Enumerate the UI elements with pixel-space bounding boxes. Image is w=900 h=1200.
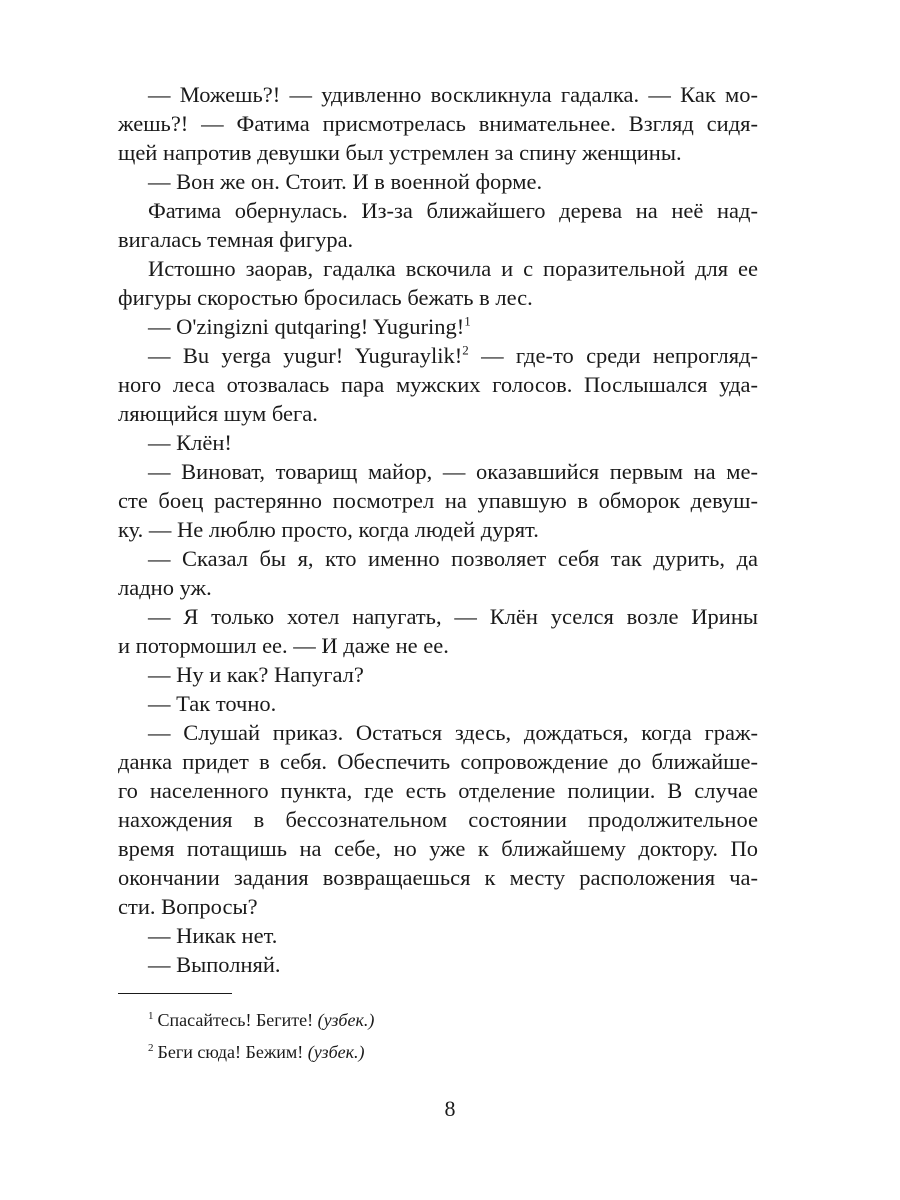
text-line: — Так точно. [148, 691, 277, 716]
text-line: сте боец растерянно посмотрел на упавшую в обморок девуш- [118, 488, 758, 513]
footnote-mark: 2 [148, 1042, 154, 1054]
footnote-language: (узбек.) [317, 1010, 375, 1030]
text-line: — Никак нет. [148, 923, 278, 948]
text-line: — Слушай приказ. Остаться здесь, дождаться, когда граж- [148, 720, 758, 745]
footnote-2 [148, 1040, 365, 1064]
text-line: — Вон же он. Стоит. И в военной форме. [148, 169, 543, 194]
footnote-divider [118, 993, 232, 994]
text-line: Истошно заорав, гадалка вскочила и с поразительной для ее [148, 256, 758, 281]
uzbek-phrase-1: — O'zingizni qutqaring! Yuguring! [148, 314, 465, 339]
text-line: данка придет в себя. Обеспечить сопровождение до ближайше- [118, 749, 758, 774]
text-line: вигалась темная фигура. [118, 227, 354, 252]
text-line: время потащишь на себе, но уже к ближайшему доктору. По [118, 836, 758, 861]
footnote-ref-2[interactable]: 2 [462, 342, 469, 358]
footnote-language: (узбек.) [307, 1042, 365, 1062]
text-line: нахождения в бессознательном состоянии продолжительное [118, 807, 758, 832]
page-body [118, 80, 758, 979]
text-line: Фатима обернулась. Из-за ближайшего дерева на неё над- [148, 198, 758, 223]
text-line: и потормошил ее. — И даже не ее. [118, 633, 449, 658]
text-line: го населенного пункта, где есть отделение полиции. В случае [118, 778, 758, 803]
text-line: — Я только хотел напугать, — Клён уселся возле Ирины [148, 604, 758, 629]
footnote-mark: 1 [148, 1010, 154, 1022]
text-line: — Можешь?! — удивленно воскликнула гадалка. — Как мо- [148, 82, 758, 107]
text-line: — Сказал бы я, кто именно позволяет себя так дурить, да [148, 546, 758, 571]
text-line: — Клён! [148, 430, 232, 455]
text-line: щей напротив девушки был устремлен за спину женщины. [118, 140, 682, 165]
text-line: ладно уж. [118, 575, 212, 600]
text-line: — Выполняй. [148, 952, 281, 977]
text-line [118, 312, 758, 341]
text-line-continuation: — где-то среди непрогляд- [468, 343, 758, 368]
footnote-text: Спасайтесь! Бегите! [157, 1010, 318, 1030]
footnote-text: Беги сюда! Бежим! [157, 1042, 308, 1062]
text-line: ку. — Не люблю просто, когда людей дурят. [118, 517, 539, 542]
text-line: ляющийся шум бега. [118, 401, 318, 426]
text-line: фигуры скоростью бросилась бежать в лес. [118, 285, 533, 310]
text-line [118, 341, 758, 370]
text-line: сти. Вопросы? [118, 894, 258, 919]
text-line: окончании задания возвращаешься к месту расположения ча- [118, 865, 758, 890]
text-line: ного леса отозвалась пара мужских голосов. Послышался уда- [118, 372, 758, 397]
text-line: — Ну и как? Напугал? [148, 662, 364, 687]
page-number: 8 [444, 1096, 456, 1121]
uzbek-phrase-2: — Bu yerga yugur! Yuguraylik! [148, 343, 463, 368]
text-line: жешь?! — Фатима присмотрелась внимательнее. Взгляд сидя- [118, 111, 758, 136]
footnote-ref-1[interactable]: 1 [464, 313, 471, 329]
footnote-1 [148, 1008, 374, 1032]
text-line: — Виноват, товарищ майор, — оказавшийся первым на ме- [148, 459, 758, 484]
